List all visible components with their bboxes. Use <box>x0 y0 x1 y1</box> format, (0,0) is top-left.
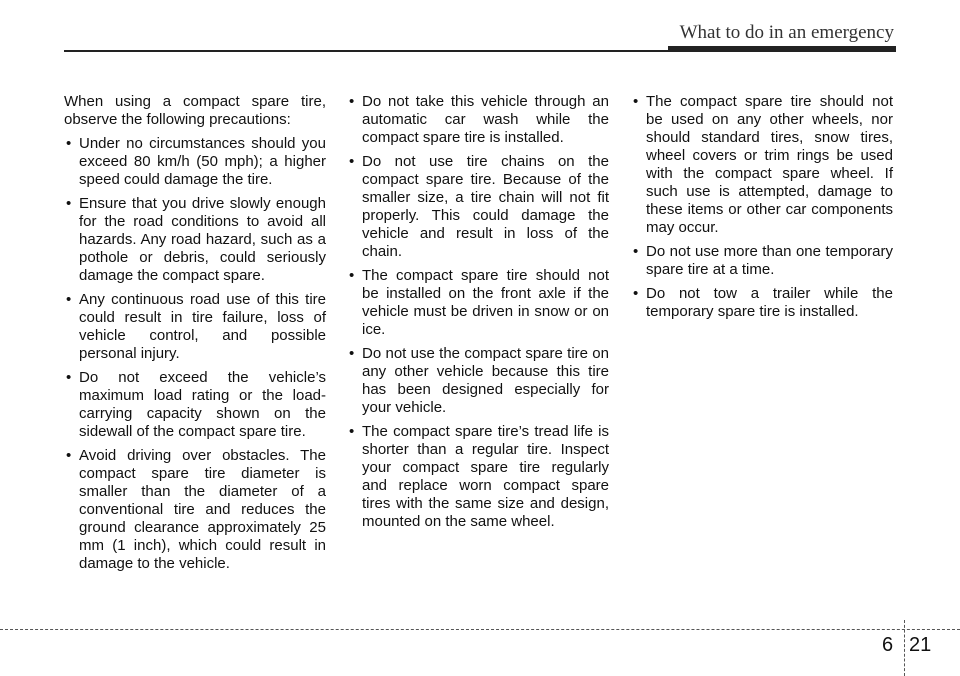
page-number-divider <box>904 620 905 676</box>
bullet-item: • Do not use more than one temporary spare tire at a time. <box>631 243 893 279</box>
bullet-item: • Do not exceed the vehicle’s maximum load rating or the load-carrying capacity shown on the sidewall of the compact spare tire. <box>64 369 326 441</box>
page-number: 21 <box>909 634 932 656</box>
section-title: What to do in an emergency <box>679 22 894 43</box>
bullet-item: • The compact spare tire should not be used on any other wheels, nor should standard tires, snow tires, wheel covers or trim rings be used with the compact spare wheel. If such use is attempted, damage to these items or other car components may occur. <box>631 93 893 237</box>
bullet-item: • Do not use tire chains on the compact spare tire. Because of the smaller size, a tire chain will not fit properly. This could damage the vehicle and result in loss of the chain. <box>347 153 609 261</box>
text-column-3 <box>631 93 893 327</box>
bullet-item: • Ensure that you drive slowly enough for the road conditions to avoid all hazards. Any road hazard, such as a pothole or debris, could seriously damage the compact spare. <box>64 195 326 285</box>
intro-paragraph: When using a compact spare tire, observe the following precautions: <box>64 93 326 128</box>
bullet-item: • The compact spare tire’s tread life is shorter than a regular tire. Inspect your compact spare tire regularly and replace worn compact spare tires with the same size and design, mounted on the same wheel. <box>347 423 609 531</box>
bullet-item: • Do not use the compact spare tire on any other vehicle because this tire has been designed especially for your vehicle. <box>347 345 609 417</box>
bullet-item: • Do not tow a trailer while the temporary spare tire is installed. <box>631 285 893 321</box>
bullet-item: • The compact spare tire should not be installed on the front axle if the vehicle must be driven in snow or on ice. <box>347 267 609 339</box>
footer-rule <box>0 629 960 630</box>
text-column-2 <box>347 93 609 537</box>
text-column-1 <box>64 93 326 579</box>
precautions-list-2 <box>347 93 609 531</box>
chapter-number: 6 <box>882 634 894 656</box>
bullet-item: • Do not take this vehicle through an automatic car wash while the compact spare tire is installed. <box>347 93 609 147</box>
bullet-item: • Any continuous road use of this tire could result in tire failure, loss of vehicle control, and possible personal injury. <box>64 291 326 363</box>
header-rule <box>64 50 896 52</box>
precautions-list-3 <box>631 93 893 321</box>
bullet-item: • Avoid driving over obstacles. The compact spare tire diameter is smaller than the diameter of a conventional tire and reduces the ground clearance approximately 25 mm (1 inch), which could result in damage to the vehicle. <box>64 447 326 573</box>
bullet-item: • Under no circumstances should you exceed 80 km/h (50 mph); a higher speed could damage the tire. <box>64 135 326 189</box>
precautions-list-1 <box>64 135 326 573</box>
